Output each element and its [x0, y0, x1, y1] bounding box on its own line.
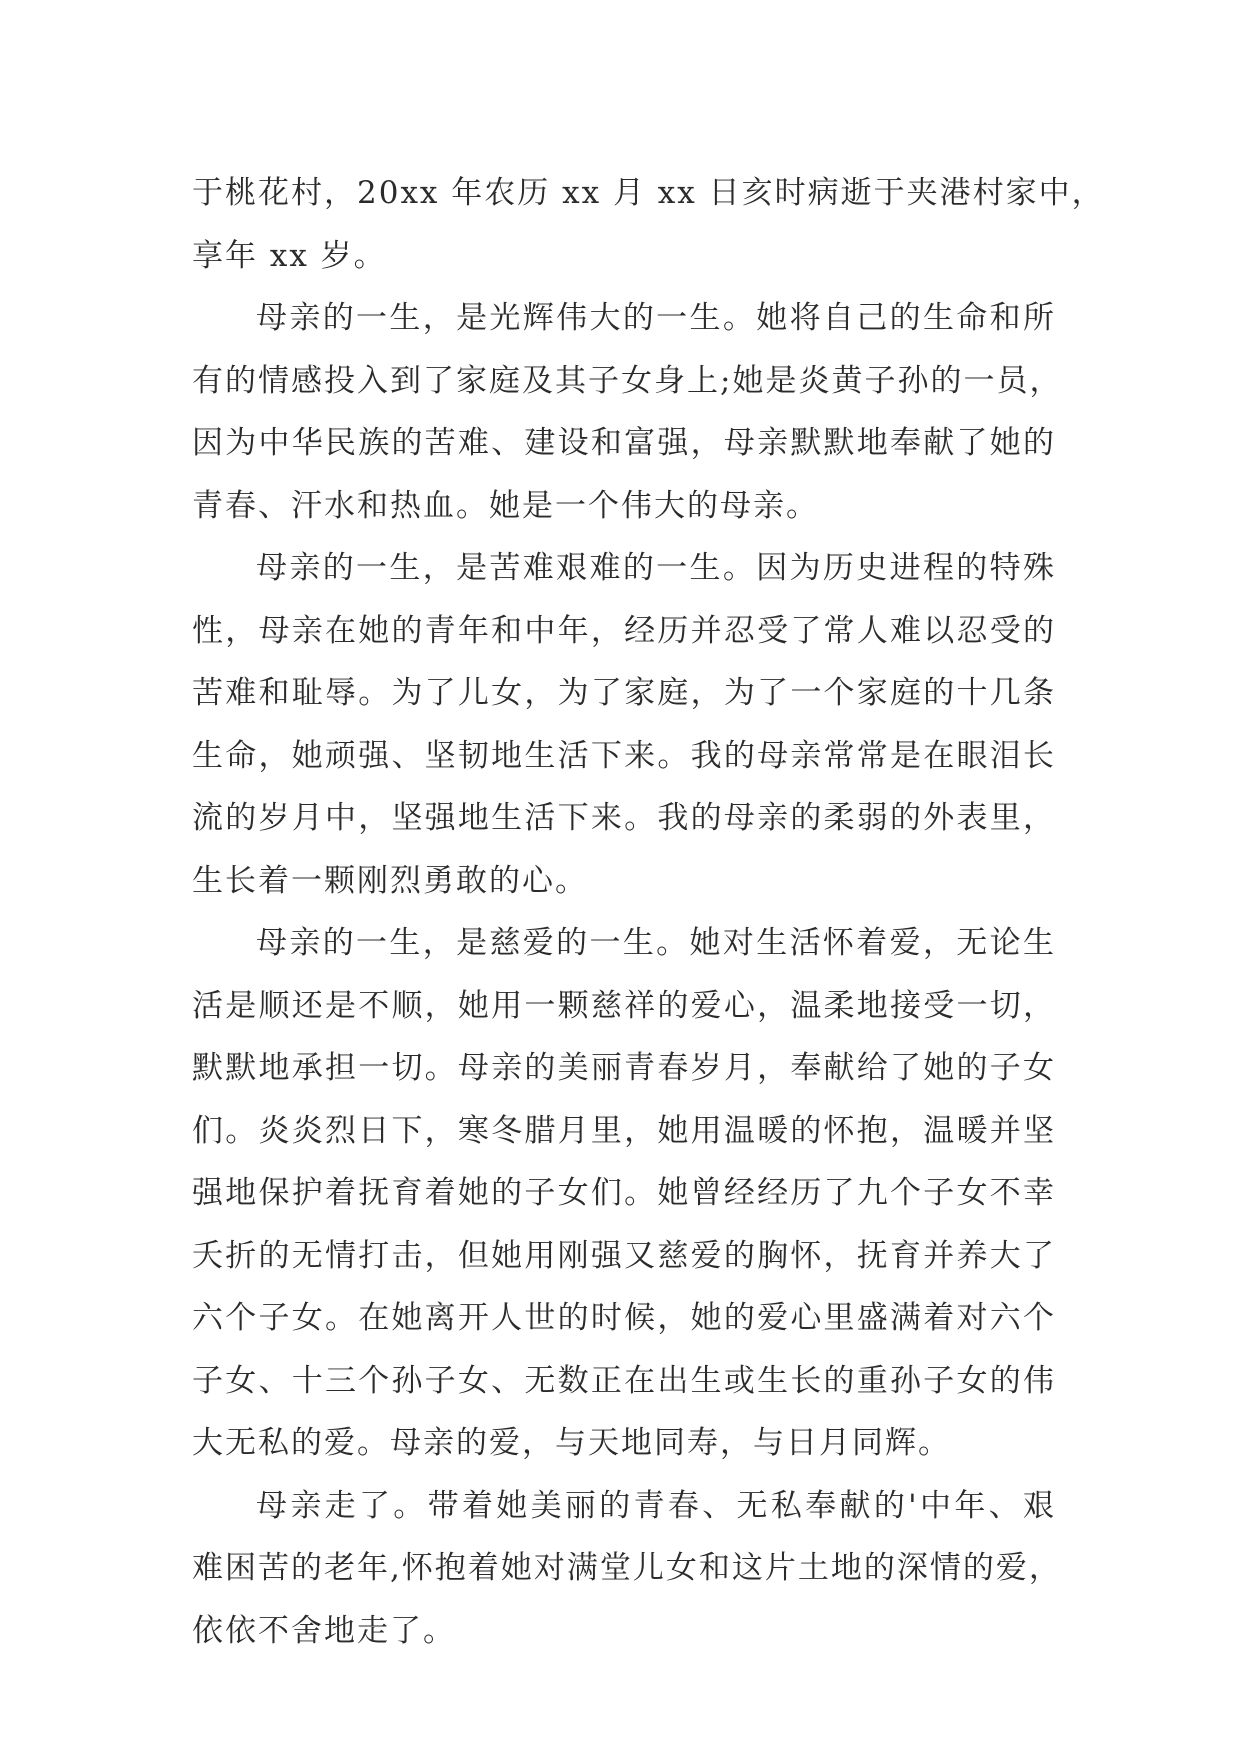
text-line: 母亲走了。带着她美丽的青春、无私奉献的'中年、艰: [256, 1487, 1056, 1524]
text-line: 难困苦的老年,怀抱着她对满堂儿女和这片土地的深情的爱，: [192, 1550, 1062, 1586]
paragraph-2: [192, 287, 1063, 537]
text-line: 活是顺还是不顺，她用一颗慈祥的爱心，温柔地接受一切，: [192, 987, 1056, 1024]
text-line: 强地保护着抚育着她的子女们。她曾经经历了九个子女不幸: [192, 1175, 1056, 1211]
text-line: 们。炎炎烈日下，寒冬腊月里，她用温暖的怀抱，温暖并坚: [192, 1112, 1056, 1149]
text-line: 母亲的一生，是光辉伟大的一生。她将自己的生命和所: [256, 300, 1056, 336]
text-line: 子女、十三个孙子女、无数正在出生或生长的重孙子女的伟: [192, 1362, 1056, 1399]
text-line: 因为中华民族的苦难、建设和富强，母亲默默地奉献了她的: [192, 425, 1056, 461]
text-line: 夭折的无情打击，但她用刚强又慈爱的胸怀，抚育并养大了: [192, 1237, 1056, 1274]
document-body: [192, 162, 1105, 1662]
paragraph-1: [192, 162, 1105, 287]
text-line: 大无私的爱。母亲的爱，与天地同寿，与日月同辉。: [192, 1425, 951, 1461]
text-line: 流的岁月中，坚强地生活下来。我的母亲的柔弱的外表里，: [192, 800, 1056, 836]
text-line: 六个子女。在她离开人世的时候，她的爱心里盛满着对六个: [192, 1300, 1056, 1336]
text-line: 依依不舍地走了。: [192, 1612, 456, 1649]
text-line: 性，母亲在她的青年和中年，经历并忍受了常人难以忍受的: [192, 612, 1056, 649]
text-line: 有的情感投入到了家庭及其子女身上;她是炎黄子孙的一员，: [192, 362, 1063, 399]
text-line: 于桃花村，20xx 年农历 xx 月 xx 日亥时病逝于夹港村家中，: [192, 175, 1105, 211]
text-line: 苦难和耻辱。为了儿女，为了家庭，为了一个家庭的十几条: [192, 675, 1056, 711]
text-line: 母亲的一生，是苦难艰难的一生。因为历史进程的特殊: [256, 550, 1056, 586]
text-line: 默默地承担一切。母亲的美丽青春岁月，奉献给了她的子女: [192, 1050, 1056, 1086]
text-line: 生长着一颗刚烈勇敢的心。: [192, 862, 588, 899]
text-line: 生命，她顽强、坚韧地生活下来。我的母亲常常是在眼泪长: [192, 737, 1056, 774]
text-line: 青春、汗水和热血。她是一个伟大的母亲。: [192, 487, 819, 524]
text-line: 母亲的一生，是慈爱的一生。她对生活怀着爱，无论生: [256, 925, 1056, 961]
paragraph-4: [192, 912, 1056, 1475]
paragraph-3: [192, 537, 1056, 912]
paragraph-5: [192, 1475, 1062, 1663]
text-line: 享年 xx 岁。: [192, 237, 387, 274]
